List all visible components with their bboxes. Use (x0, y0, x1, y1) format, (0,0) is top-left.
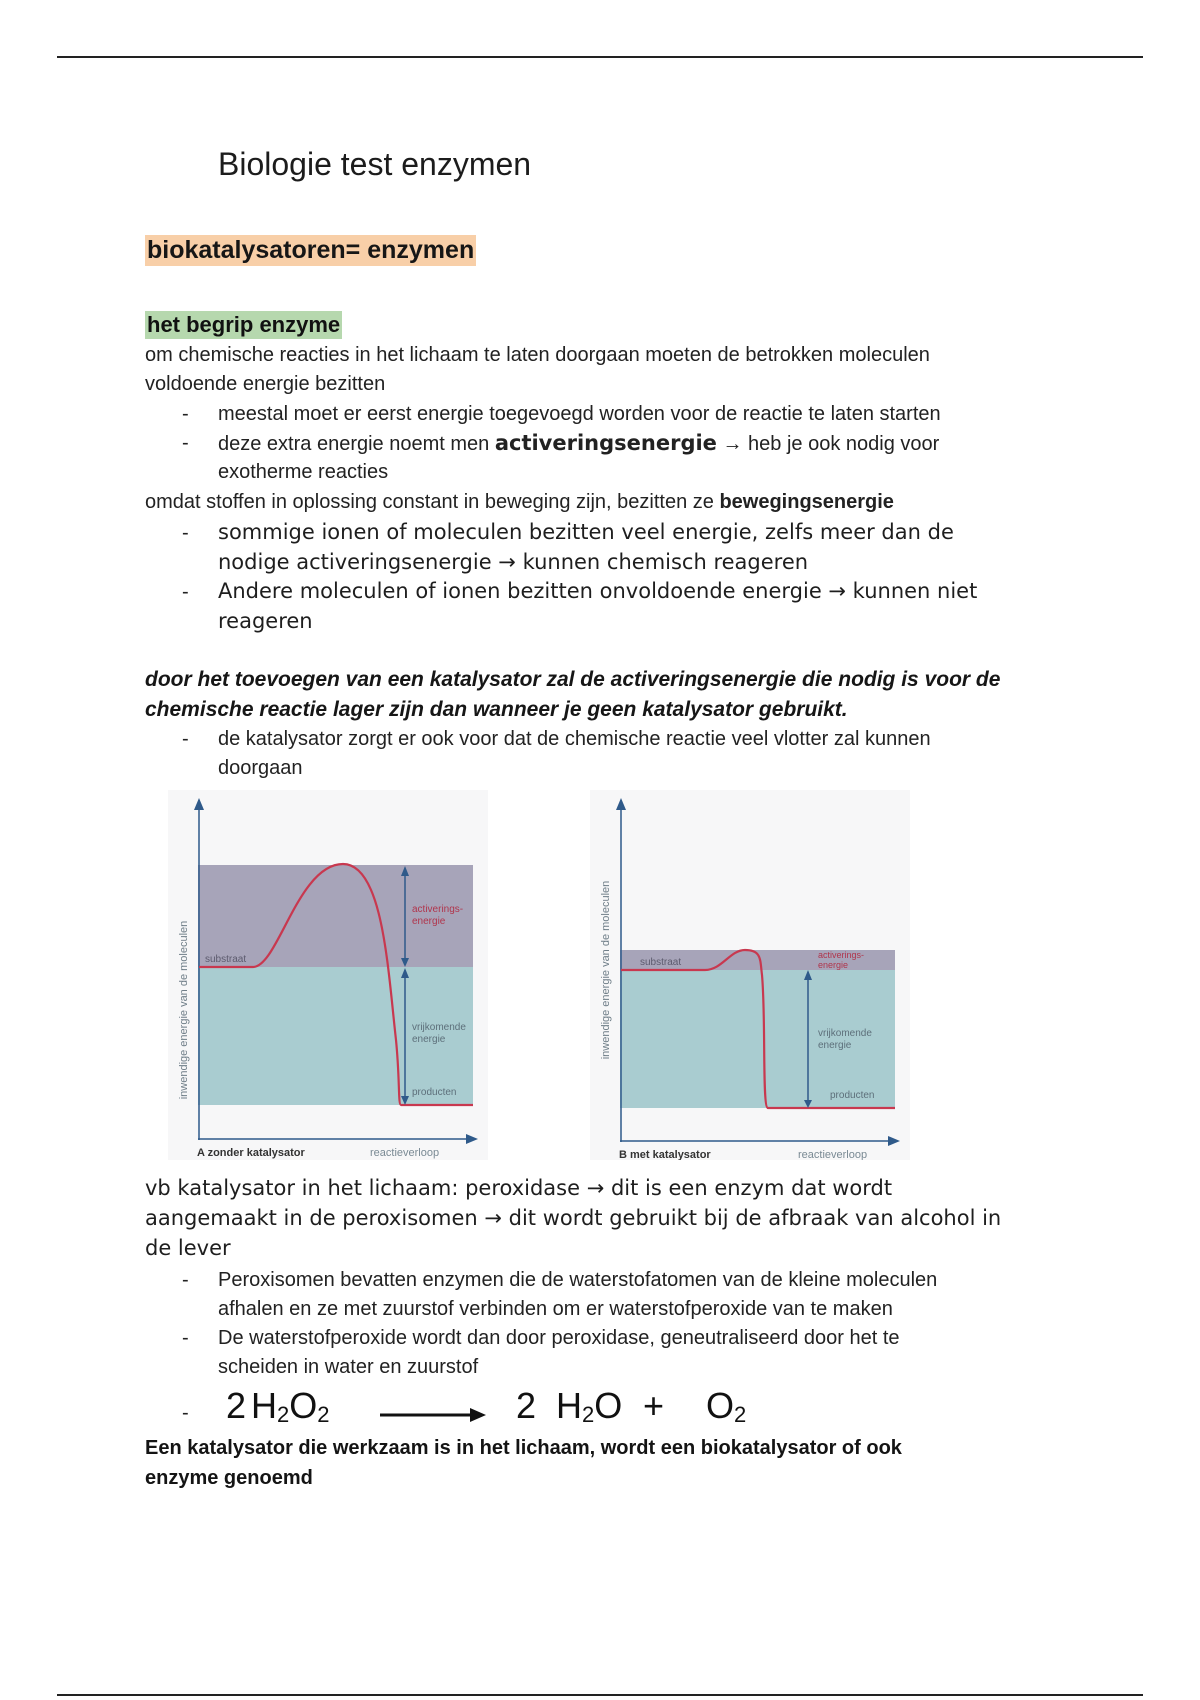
bullet-dash: - (182, 432, 189, 454)
catalyst-line-1: door het toevoegen van een katalysator zal de activeringsenergie die nodig is voor de (145, 668, 1001, 691)
diagram-a-caption: A zonder katalysator (197, 1147, 305, 1159)
diagram-a-vrijkomend-2: energie (412, 1034, 446, 1045)
bullet-peroxisomen-cont: afhalen en ze met zuurstof verbinden om er waterstofperoxide van te maken (218, 1298, 893, 1320)
bullet-onvoldoende-energie: Andere moleculen of ionen bezitten onvoldoende energie → kunnen niet (218, 579, 978, 603)
example-line-3: de lever (145, 1236, 231, 1260)
bullet-dash: - (182, 728, 189, 750)
diagram-a-activering-2: energie (412, 916, 446, 927)
bullet-peroxisomen: Peroxisomen bevatten enzymen die de waterstofatomen van de kleine moleculen (218, 1269, 938, 1291)
intro-line-2: voldoende energie bezitten (145, 373, 386, 395)
oxygen-formula (706, 1385, 746, 1428)
diagram-b-xlabel: reactieverloop (798, 1149, 868, 1160)
element-o: O (289, 1385, 318, 1426)
keyword-bewegingsenergie: bewegingsenergie (719, 491, 894, 513)
bullet-dash: - (182, 522, 189, 544)
heading-begrip-enzyme: het begrip enzyme (147, 312, 341, 337)
page-title: Biologie test enzymen (218, 146, 532, 182)
bullet-waterstofperoxide: De waterstofperoxide wordt dan door peroxidase, geneutraliseerd door het te (218, 1327, 900, 1349)
bullet-vlotter-cont: doorgaan (218, 757, 303, 779)
subscript: 2 (734, 1402, 747, 1427)
diagram-a-substraat: substraat (205, 954, 247, 965)
diagram-b-ylabel: inwendige energie van de moleculen (600, 880, 612, 1060)
bullet-dash: - (182, 1402, 189, 1424)
element-o: O (706, 1385, 735, 1426)
bullet-waterstofperoxide-cont: scheiden in water en zuurstof (218, 1356, 479, 1378)
conclusion-line-1: Een katalysator die werkzaam is in het lichaam, wordt een biokatalysator of ook (145, 1437, 902, 1459)
diagram-b-activering-2: energie (818, 960, 849, 970)
plus-sign: + (643, 1385, 665, 1426)
example-line-1: vb katalysator in het lichaam: peroxidase → dit is een enzym dat wordt (145, 1176, 893, 1200)
released-energy-band (620, 970, 895, 1108)
diagram-b-substraat: substraat (640, 957, 682, 968)
text-fragment: omdat stoffen in oplossing constant in beweging zijn, bezitten ze (145, 491, 720, 513)
keyword-activeringsenergie: activeringsenergie (494, 431, 717, 455)
bullet-dash: - (182, 1327, 189, 1349)
reactant-formula (251, 1385, 330, 1428)
diagram-a-ylabel: inwendige energie van de moleculen (178, 920, 190, 1100)
diagram-b-vrijkomend-1: vrijkomende (818, 1028, 872, 1039)
energy-diagram-with-catalyst (590, 790, 910, 1160)
bottom-rule (57, 1694, 1143, 1696)
subscript: 2 (277, 1402, 290, 1427)
diagram-a-producten: producten (412, 1087, 457, 1098)
bullet-extra-energie-cont: exotherme reacties (218, 461, 389, 483)
bullet-energie-toegevoegd: meestal moet er eerst energie toegevoegd worden voor de reactie te laten starten (218, 403, 941, 425)
diagram-b-vrijkomend-2: energie (818, 1040, 852, 1051)
element-h: H (556, 1385, 582, 1426)
reaction-arrow-icon (380, 1407, 486, 1423)
bullet-vlotter: de katalysator zorgt er ook voor dat de chemische reactie veel vlotter zal kunnen (218, 728, 931, 750)
conclusion-line-2: enzyme genoemd (145, 1467, 313, 1489)
product-coefficient: 2 (516, 1385, 537, 1426)
text-fragment: deze extra energie noemt men (218, 433, 495, 455)
element-h: H (251, 1385, 277, 1426)
element-o: O (594, 1385, 623, 1426)
diagram-a-vrijkomend-1: vrijkomende (412, 1022, 466, 1033)
bullet-veel-energie: sommige ionen of moleculen bezitten veel energie, zelfs meer dan de (218, 520, 954, 544)
subscript: 2 (582, 1402, 595, 1427)
intro-line-1: om chemische reacties in het lichaam te laten doorgaan moeten de betrokken moleculen (145, 344, 930, 366)
bullet-dash: - (182, 403, 189, 425)
diagram-b-caption: B met katalysator (619, 1149, 711, 1160)
bullet-veel-energie-cont: nodige activeringsenergie → kunnen chemisch reageren (218, 550, 809, 574)
bullet-dash: - (182, 1269, 189, 1291)
bullet-onvoldoende-energie-cont: reageren (218, 609, 313, 633)
catalyst-line-2: chemische reactie lager zijn dan wanneer je geen katalysator gebruikt. (145, 698, 848, 721)
energy-diagram-without-catalyst (168, 790, 488, 1160)
text-fragment: → heb je ook nodig voor (716, 433, 940, 455)
bullet-extra-energie (218, 429, 939, 459)
reactant-coefficient: 2 (226, 1385, 247, 1426)
bullet-dash: - (182, 581, 189, 603)
diagram-a-xlabel: reactieverloop (370, 1147, 440, 1159)
diagram-b-activering-1: activerings- (818, 950, 865, 960)
subscript: 2 (317, 1402, 330, 1427)
heading-biokatalysatoren: biokatalysatoren= enzymen (147, 236, 475, 264)
motion-paragraph (145, 488, 894, 517)
diagram-b-producten: producten (830, 1090, 875, 1101)
diagram-a-activering-1: activerings- (412, 904, 464, 915)
example-line-2: aangemaakt in de peroxisomen → dit wordt gebruikt bij de afbraak van alcohol in (145, 1206, 1002, 1230)
top-rule (57, 56, 1143, 58)
product-formula (556, 1385, 622, 1428)
